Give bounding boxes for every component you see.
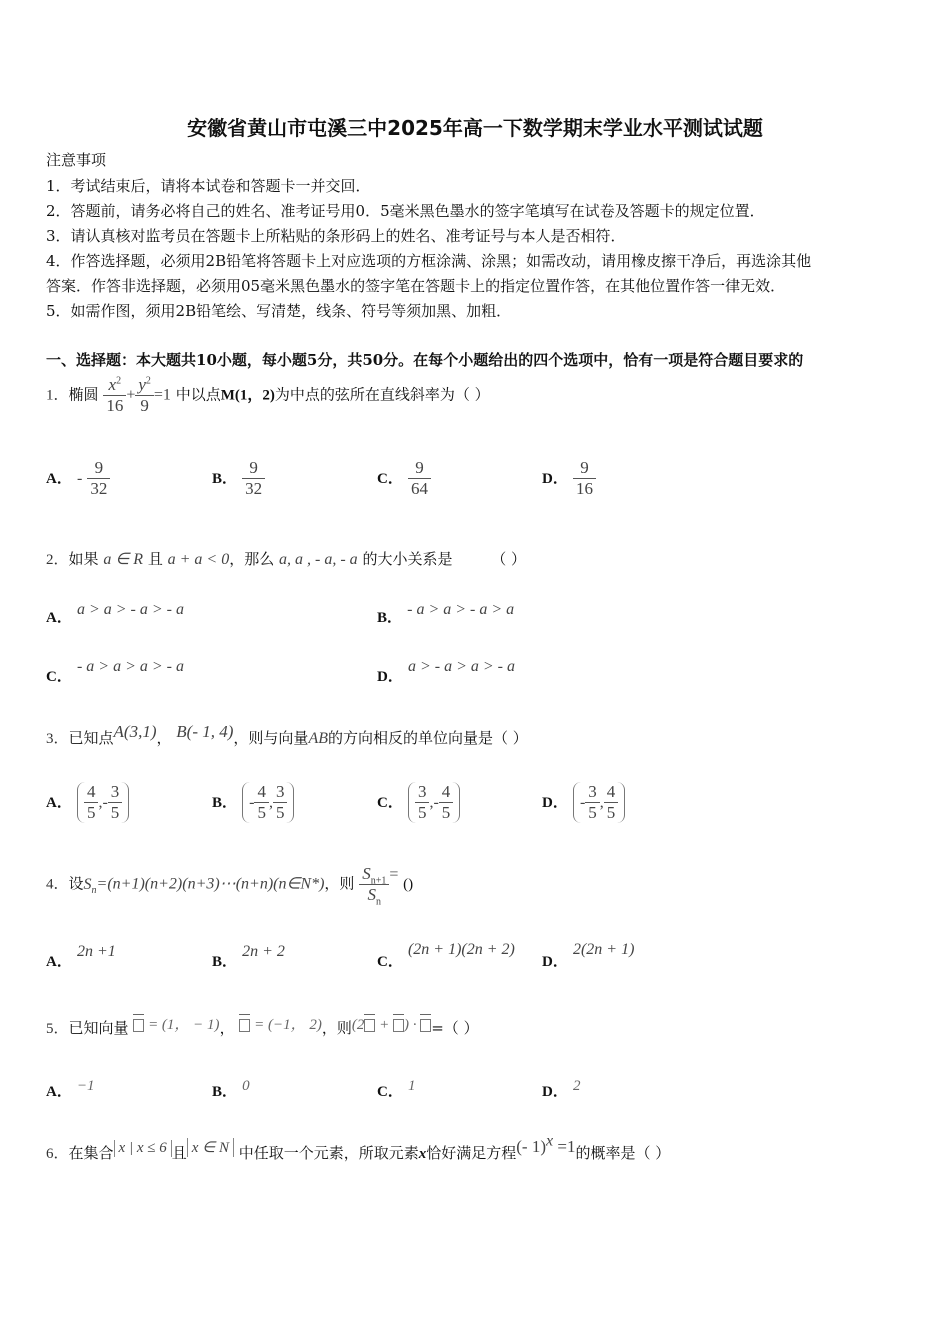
question-text: 为中点的弦所在直线斜率为（ ） [274, 385, 490, 404]
question-4: 4．设$S_n=(n+1)(n+2)(n+3)\cdots(n+n)(n\in N*)$，则 $\frac{S_{n+1}}{S_n}$ = () [46, 864, 414, 908]
option-c[interactable]: C． 1 [377, 1078, 416, 1100]
question-text: 中以点 [175, 385, 221, 404]
option-d[interactable]: D． 2 [542, 1078, 581, 1100]
question-number: 1． [46, 387, 69, 404]
option-b[interactable]: B． - a > a > - a > a [377, 601, 515, 626]
note-item: 4．作答选择题，必须用2B铅笔将答题卡上对应选项的方框涂满、涂黑；如需改动，请用橡皮擦干净后，再选涂其他 [46, 252, 812, 270]
option-d[interactable]: D． - $\frac{3}{5}$ , $\frac{4}{5}$ [542, 782, 625, 823]
option-b[interactable]: B． $\frac{9}{32}$ [212, 458, 265, 499]
option-c[interactable]: C． $\frac{9}{64}$ [377, 458, 431, 499]
note-item: 1．考试结束后，请将本试卷和答题卡一并交回． [46, 177, 371, 195]
question-1: 1．椭圆 $\frac{x^2}{16}$ + $\frac{y^2}{9}$ =1 中以点M(1，2)为中点的弦所在直线斜率为（ ） [46, 375, 490, 415]
vector-a-symbol [133, 1019, 144, 1032]
question-text: 椭圆 [68, 385, 99, 404]
note-item: 2．答题前，请务必将自己的姓名、准考证号用0．5毫米黑色墨水的签字笔填写在试卷及答题卡的规定位置． [46, 202, 765, 220]
note-item: 答案．作答非选择题，必须用05毫米黑色墨水的签字笔在答题卡上的指定位置作答，在其他位置作答一律无效． [46, 277, 786, 295]
option-d[interactable]: D． 2(2n + 1) [542, 941, 635, 970]
option-c[interactable]: C． (2n + 1)(2n + 2) [377, 941, 515, 970]
option-b[interactable]: B． 2n + 2 [212, 943, 285, 970]
section-heading: 一、选择题：本大题共10小题，每小题5分，共50分。在每个小题给出的四个选项中，恰有一项是符合题目要求的 [46, 351, 804, 369]
option-b[interactable]: B． - $\frac{4}{5}$ , $\frac{3}{5}$ [212, 782, 294, 823]
fraction: $\frac{y^2}{9}$ [135, 375, 154, 416]
notes-heading: 注意事项 [46, 151, 107, 169]
note-item: 5．如需作图，须用2B铅笔绘、写清楚，线条、符号等须加黑、加粗． [46, 302, 512, 320]
option-a[interactable]: A． $\frac{4}{5}$ ,- $\frac{3}{5}$ [46, 782, 129, 823]
option-a[interactable]: A． a > a > - a > - a [46, 601, 184, 626]
option-d[interactable]: D． $\frac{9}{16}$ [542, 458, 596, 499]
question-5: 5．已知向量 = (1， − 1)， = (−1， 2)，则(2 + ) · =（ ） [46, 1017, 479, 1037]
question-3: 3．已知点A(3,1)， B(- 1, 4)，则与向量AB的方向相反的单位向量是（ ） [46, 722, 528, 747]
option-a[interactable]: A． −1 [46, 1078, 95, 1100]
note-item: 3．请认真核对监考员在答题卡上所粘贴的条形码上的姓名、准考证号与本人是否相符． [46, 227, 626, 245]
page-title: 安徽省黄山市屯溪三中2025年高一下数学期末学业水平测试试题 [187, 116, 763, 140]
question-6: 6．在集合 x | x ≤ 6 且 x ∈ N 中任取一个元素，所取元素x恰好满足方程(- 1)$^x$ =1的概率是（ ） [46, 1132, 671, 1162]
question-2: 2．如果 a ∈ R 且 a + a < 0，那么 a, a , - a, - a 的大小关系是 （ ） [46, 550, 527, 568]
option-c[interactable]: C． $\frac{3}{5}$ ,- $\frac{4}{5}$ [377, 782, 460, 823]
point-label: M(1，2) [220, 387, 275, 404]
option-b[interactable]: B． 0 [212, 1078, 250, 1100]
option-a[interactable]: A． - $\frac{9}{32}$ [46, 458, 110, 499]
option-a[interactable]: A． 2n +1 [46, 943, 116, 970]
fraction: $\frac{x^2}{16}$ [103, 375, 126, 416]
option-c[interactable]: C． - a > a > a > - a [46, 658, 184, 685]
vector-b-symbol [239, 1019, 250, 1032]
option-d[interactable]: D． a > - a > a > - a [377, 658, 515, 685]
